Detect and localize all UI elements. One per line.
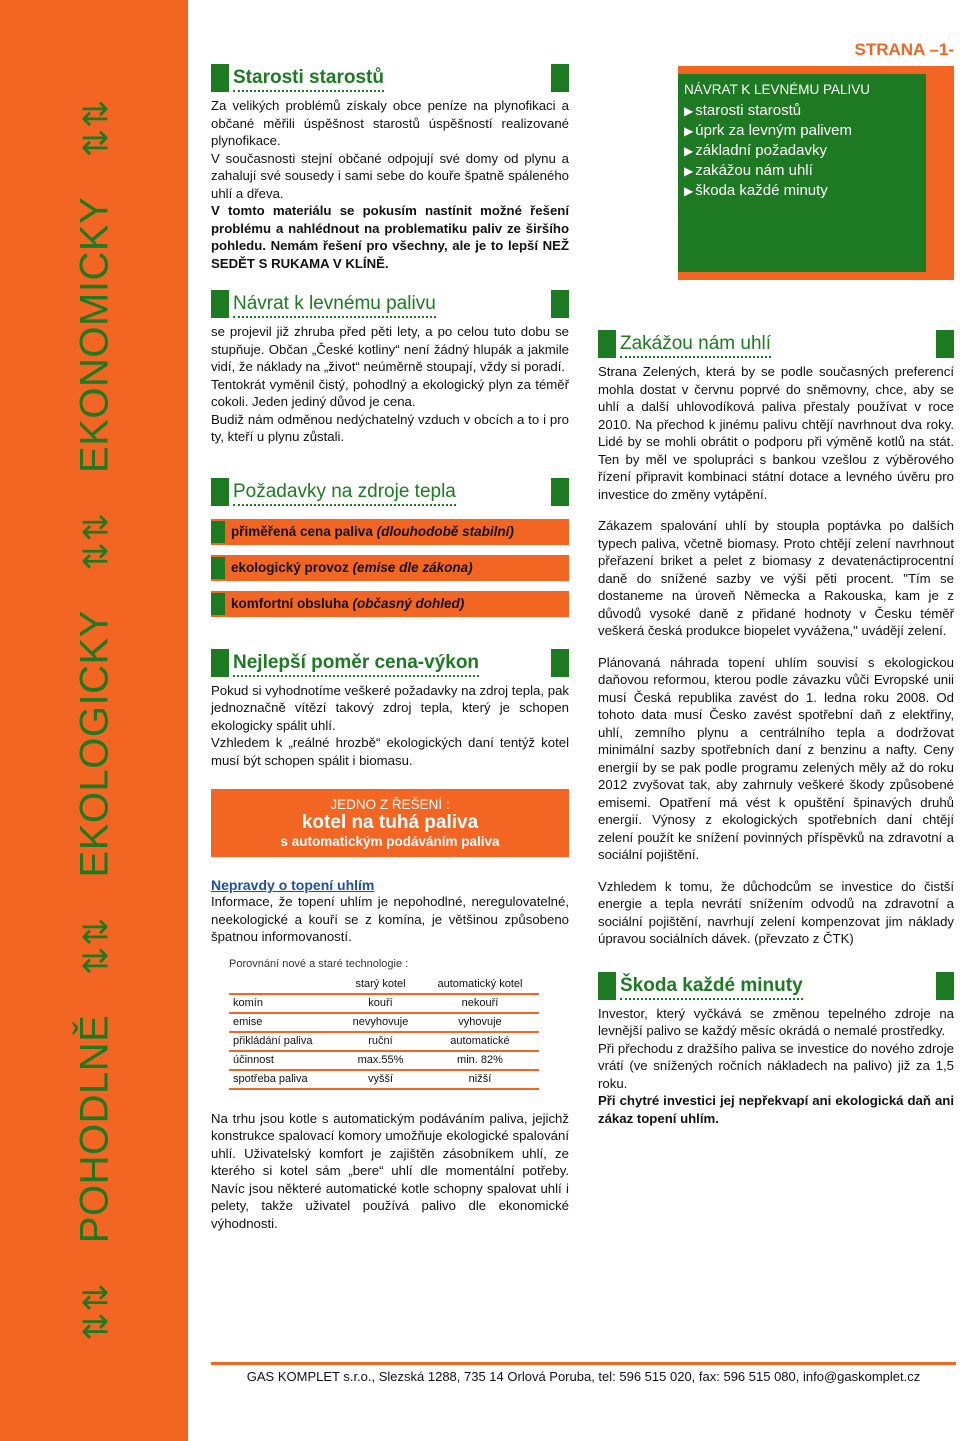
sidebar-word-ekologicky: EKOLOGICKY bbox=[72, 610, 117, 878]
heading-text: Zakážou nám uhlí bbox=[620, 333, 771, 358]
solution-subtitle: s automatickým podáváním paliva bbox=[280, 834, 500, 849]
table-cell: komín bbox=[229, 994, 340, 1013]
table-row bbox=[229, 994, 539, 1013]
paragraph: Strana Zelených, která by se podle současných preferencí mohla dostat v červnu poprvé do sněmovny, chce, aby se uhlí a další uhlovodíková paliva přestaly používat v roce 2010. Na přechod k jinému palivu chtějí navrhnout dva roky. Lidé by se mohli obrátit o podporu při výměně kotlů na stát. Ten by měl ve spolupráci s bankou vzešlou z výběrového řízení připravit kombinaci státní dotace a levného úvěru pro investice do změny vytápění. bbox=[598, 364, 954, 502]
section-heading bbox=[598, 972, 954, 1002]
solution-title: kotel na tuhá paliva bbox=[301, 812, 479, 833]
heading-marker bbox=[551, 290, 569, 318]
summary-item: ▶ úprk za levným palivem bbox=[684, 121, 920, 141]
footer: GAS KOMPLET s.r.o., Slezská 1288, 735 14 Orlová Poruba, tel: 596 515 020, fax: 596 515 080, info@gaskomplet.cz bbox=[211, 1362, 956, 1384]
paragraph: Vzhledem k „reálné hrozbě“ ekologických daní tentýž kotel musí být schopen spálit i biomasu. bbox=[211, 735, 569, 768]
right-column bbox=[598, 330, 954, 1127]
section-heading bbox=[211, 478, 569, 508]
table-cell: automatický kotel bbox=[421, 975, 539, 994]
summary-box-inner bbox=[678, 74, 926, 272]
paragraph: Vzhledem k tomu, že důchodcům se investice do čistší energie a tepla nevrátí snížením odvodů na zdravotní a sociální pojištění, navrhují zelení kompenzovat jim náklady úpravou sociálních dávek. (převzato z ČTK) bbox=[598, 878, 954, 946]
comparison-table bbox=[229, 958, 539, 1090]
req-main: ekologický provoz bbox=[231, 560, 349, 575]
table-row bbox=[229, 1051, 539, 1070]
heading-text: Škoda každé minuty bbox=[620, 975, 803, 1000]
table-header-row bbox=[229, 975, 539, 994]
left-column bbox=[211, 64, 569, 1232]
table-cell: max.55% bbox=[340, 1051, 421, 1070]
summary-item: ▶ základní požadavky bbox=[684, 141, 920, 161]
table-cell bbox=[229, 975, 340, 994]
requirement-bar bbox=[211, 519, 569, 545]
summary-item: ▶ zakážou nám uhlí bbox=[684, 161, 920, 181]
heading-text: Návrat k levnému palivu bbox=[233, 293, 436, 318]
paragraph: V současnosti stejní občané odpojují své domy od plynu a zahalují své sousedy i sami sebe do kouře špatně spáleného uhlí a dřeva. bbox=[211, 150, 569, 201]
heading-marker bbox=[211, 290, 229, 318]
paragraph: Pokud si vyhodnotíme veškeré požadavky na zdroj tepla, pak jednoznačně vítězí takový zdroj tepla, který je schopen ekologicky spálit uhlí. bbox=[211, 682, 569, 733]
table-cell: nižší bbox=[421, 1070, 539, 1089]
req-main: přiměřená cena paliva bbox=[231, 524, 373, 539]
table-caption: Porovnání nové a staré technologie : bbox=[229, 957, 409, 970]
heading-marker bbox=[211, 649, 229, 677]
paragraph: se projevil již zhruba před pěti lety, a po celou tuto dobu se stupňuje. Občan „České kotliny“ není žádný hlupák a jakmile vidí, že náklady na „život“ neúměrně stoupají, vždy si poradí. bbox=[211, 324, 569, 374]
section-heading bbox=[211, 64, 569, 94]
arrows-icon: ⇅⇅ bbox=[77, 917, 116, 976]
paragraph: Na trhu jsou kotle s automatickým podáváním paliva, jejichž konstrukce spalovací komory umožňuje ekologické spalování uhlí. Uživatelský komfort je zajištěn zásobníkem uhlí, ze kterého si kotel sám „bere“ uhlí dle momentální potřeby. Navíc jsou některé automatické kotle schopny spalovat uhlí i pelety, takže uživatel používá palivo dle ekonomické výhodnosti. bbox=[211, 1110, 569, 1231]
table-cell: ruční bbox=[340, 1032, 421, 1051]
table-cell: vyšší bbox=[340, 1070, 421, 1089]
sidebar-slogan bbox=[73, 85, 118, 1355]
paragraph: Plánovaná náhrada topení uhlím souvisí s ekologickou daňovou reformou, kterou podle závazku vůči Evropské unii musí Česká republika zavést do 1. ledna roku 2008. Od tohoto data musí Česko zavést spotřební daň z elektřiny, uhlí, zemního plynu a centrálního tepla a dodržovat minimální sazby spotřebních daní z benzinu a nafty. Ceny energií by se pak podle programu zelených měly až do roku 2012 zvyšovat tak, aby zahrnuly veškeré škody způsobené emisemi. Opatření má vést k opuštění špinavých druhů energií. Výnosy z ekologických spotřebních daní chtějí zelení použít ke snížení povinných příspěvků na zdravotní a sociální pojištění. bbox=[598, 654, 954, 862]
sidebar-word-pohodlne: POHODLNĚ bbox=[72, 1014, 117, 1244]
paragraph: Zákazem spalování uhlí by stoupla poptávka po dalších typech paliva, včetně biomasy. Proto chtějí zelení navrhnout přeřazení briket a pelet z biomasy z devatenáctiprocentní daně do snížené sazby ve výši pěti procent. "Tím se dostaneme na úroveň Německa a Rakouska, kam je z důvodů vysoké daně z přidané hodnoty v Česku téměř veškerá česká produkce biopelet vyvážena," uvádějí zelení. bbox=[598, 518, 954, 638]
heading-marker bbox=[211, 478, 229, 506]
req-note: (dlouhodobě stabilní) bbox=[376, 524, 514, 539]
subheading: Nepravdy o topení uhlím bbox=[211, 877, 375, 893]
paragraph: Tentokrát vyměnil čistý, pohodlný a ekologický plyn za téměř cokoli. Jeden jediný důvod je cena. bbox=[211, 376, 569, 409]
heading-text: Nejlepší poměr cena-výkon bbox=[233, 652, 479, 677]
section-heading bbox=[598, 330, 954, 360]
bar-marker bbox=[211, 593, 225, 615]
arrows-icon: ⇅⇅ bbox=[77, 512, 116, 571]
paragraph: Informace, že topení uhlím je nepohodlné, neregulovatelné, neekologické a kouří se z komína, je většinou způsobeno špatnou informovaností. bbox=[211, 894, 569, 944]
req-note: (emise dle zákona) bbox=[352, 560, 473, 575]
paragraph: Za velikých problémů získaly obce peníze na plynofikaci a občané měřili úspěšnost starostů úspěšností realizované plynofikace. bbox=[211, 98, 569, 148]
paragraph: Budiž nám odměnou nedýchatelný vzduch v obcích a to i pro ty, kteří u plynu zůstali. bbox=[211, 411, 569, 444]
paragraph-bold: Při chytré investici jej nepřekvapí ani ekologická daň ani zákaz topení uhlím. bbox=[598, 1093, 954, 1126]
req-main: komfortní obsluha bbox=[231, 596, 349, 611]
table-cell: emise bbox=[229, 1013, 340, 1032]
table-cell: vyhovuje bbox=[421, 1013, 539, 1032]
arrows-icon: ⇅⇅ bbox=[77, 1282, 116, 1341]
heading-marker bbox=[551, 478, 569, 506]
table-cell: přikládání paliva bbox=[229, 1032, 340, 1051]
summary-box bbox=[678, 66, 954, 280]
heading-marker bbox=[936, 972, 954, 1000]
table-cell: nevyhovuje bbox=[340, 1013, 421, 1032]
heading-text: Starosti starostů bbox=[233, 67, 384, 92]
bar-marker bbox=[211, 521, 225, 543]
heading-text: Požadavky na zdroje tepla bbox=[233, 481, 456, 506]
heading-marker bbox=[598, 330, 616, 358]
table-cell: starý kotel bbox=[340, 975, 421, 994]
table-row bbox=[229, 1032, 539, 1051]
section-heading bbox=[211, 649, 569, 679]
table-cell: spotřeba paliva bbox=[229, 1070, 340, 1089]
table-cell: nekouří bbox=[421, 994, 539, 1013]
table-row bbox=[229, 1070, 539, 1089]
bar-marker bbox=[211, 557, 225, 579]
sidebar-word-ekonomicky: EKONOMICKY bbox=[72, 196, 117, 473]
solution-box bbox=[211, 789, 569, 857]
summary-item: ▶ škoda každé minuty bbox=[684, 181, 920, 201]
table-cell: účinnost bbox=[229, 1051, 340, 1070]
table-cell: automatické bbox=[421, 1032, 539, 1051]
table-cell: kouří bbox=[340, 994, 421, 1013]
table-row bbox=[229, 1013, 539, 1032]
paragraph: Investor, který vyčkává se změnou tepelného zdroje na levnější palivo se každý měsíc okrádá o nemalé prostředky. bbox=[598, 1005, 954, 1038]
paragraph-bold: V tomto materiálu se pokusím nastínit možné řešení problému a nahlédnout na problematiku paliv ze širšího pohledu. Nemám řešení pro všechny, ale je to lepší NEŽ SEDĚT S RUKAMA V KLÍNĚ. bbox=[211, 203, 569, 271]
heading-marker bbox=[551, 64, 569, 92]
orange-sidebar bbox=[0, 0, 188, 1441]
paragraph: Při přechodu z dražšího paliva se investice do nového zdroje vrátí (ve snížených ročních nákladech na palivo) již za 1,5 roku. bbox=[598, 1040, 954, 1091]
summary-item: ▶ starosti starostů bbox=[684, 101, 920, 121]
heading-marker bbox=[598, 972, 616, 1000]
page-label: STRANA –1- bbox=[854, 40, 954, 59]
heading-marker bbox=[551, 649, 569, 677]
req-note: (občasný dohled) bbox=[352, 596, 465, 611]
arrows-icon: ⇅⇅ bbox=[77, 99, 116, 158]
section-heading bbox=[211, 290, 569, 320]
requirement-bar bbox=[211, 591, 569, 617]
table-cell: min. 82% bbox=[421, 1051, 539, 1070]
heading-marker bbox=[936, 330, 954, 358]
summary-title: NÁVRAT K LEVNÉMU PALIVU bbox=[684, 82, 871, 97]
solution-label: JEDNO Z ŘEŠENÍ : bbox=[330, 797, 450, 812]
requirement-bar bbox=[211, 555, 569, 581]
heading-marker bbox=[211, 64, 229, 92]
